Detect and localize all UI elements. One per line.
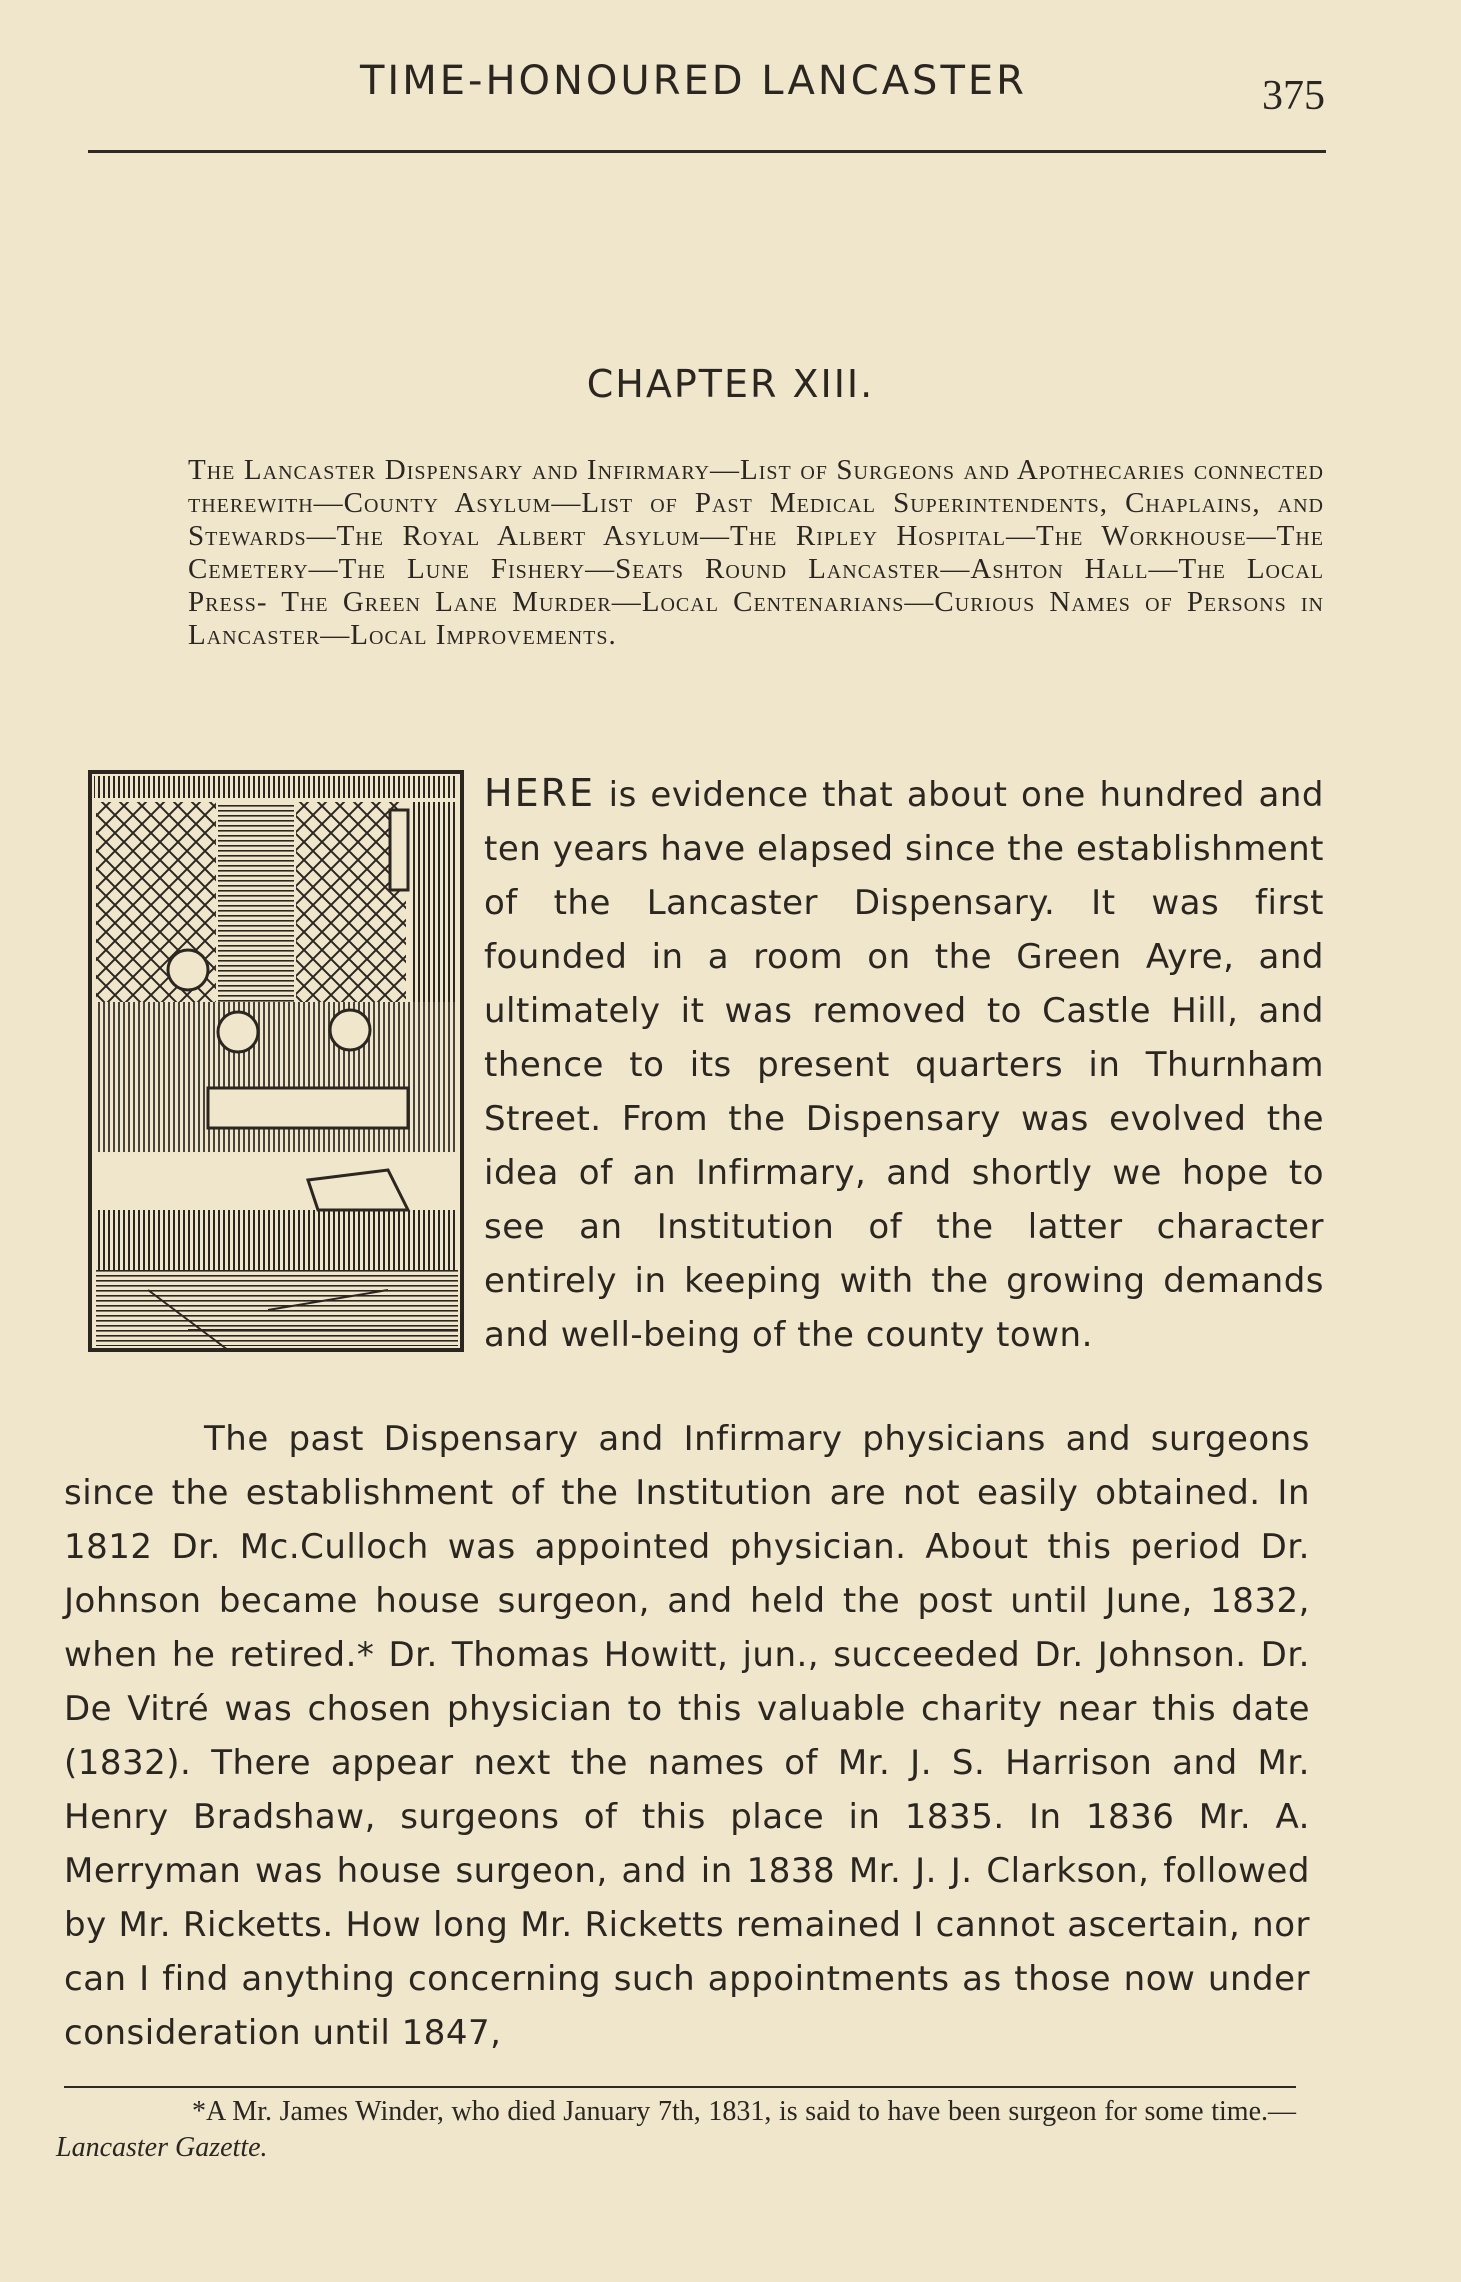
chapter-title: CHAPTER XIII. — [586, 362, 875, 406]
dropcap-word: HERE — [484, 771, 595, 815]
woodcut-illustration-decorated-initial — [88, 770, 464, 1352]
chapter-summary-text: The Lancaster Dispensary and Infirmary—List of Surgeons and Apothecaries connected therewith—County Asylum—List of Past Medical Superintendents, Chaplains, and Stewards—The Royal Albert Asylum—The Ripley Hospital—The Workhouse—The Cemetery—The Lune Fishery—Seats Round Lancaster—Ashton Hall—The Local Press- The Green Lane Murder—Local Centenarians—Curious Names of Persons in Lancaster—Local Improvements. — [188, 454, 1324, 651]
page-number: 375 — [1262, 73, 1325, 119]
chapter-summary — [88, 454, 1324, 652]
header-rule — [88, 150, 1326, 153]
footnote-rule — [64, 2086, 1296, 2088]
running-title: TIME-HONOURED LANCASTER — [360, 58, 1027, 104]
footnote — [56, 2094, 1296, 2166]
footnote-text: *A Mr. James Winder, who died January 7th, 1831, is said to have been surgeon for some time.— — [192, 2096, 1296, 2127]
intro-paragraph — [484, 766, 1324, 1362]
footnote-source: Lancaster Gazette. — [56, 2132, 268, 2163]
body-paragraph: The past Dispensary and Infirmary physicians and surgeons since the establishment of the Institution are not easily obtained. In 1812 Dr. Mc.Culloch was appointed physician. About this period Dr. Johnson became house surgeon, and held the post until June, 1832, when he retired.* Dr. Thomas Howitt, jun., succeeded Dr. Johnson. Dr. De Vitré was chosen physician to this valuable charity near this date (1832). There appear next the names of Mr. J. S. Harrison and Mr. Henry Bradshaw, surgeons of this place in 1835. In 1836 Mr. A. Merryman was house surgeon, and in 1838 Mr. J. J. Clarkson, followed by Mr. Ricketts. How long Mr. Ricketts remained I cannot ascertain, nor can I find anything concerning such appointments as those now under consideration until 1847, — [64, 1419, 1310, 2053]
intro-text: is evidence that about one hundred and ten years have elapsed since the establishment of the Lancaster Dispensary. It was first founded in a room on the Green Ayre, and ultimately it was removed to Castle Hill, and thence to its present quarters in Thurnham Street. From the Dispensary was evolved the idea of an Infirmary, and shortly we hope to see an Institution of the latter character entirely in keeping with the growing demands and well-being of the county town. — [484, 775, 1324, 1355]
